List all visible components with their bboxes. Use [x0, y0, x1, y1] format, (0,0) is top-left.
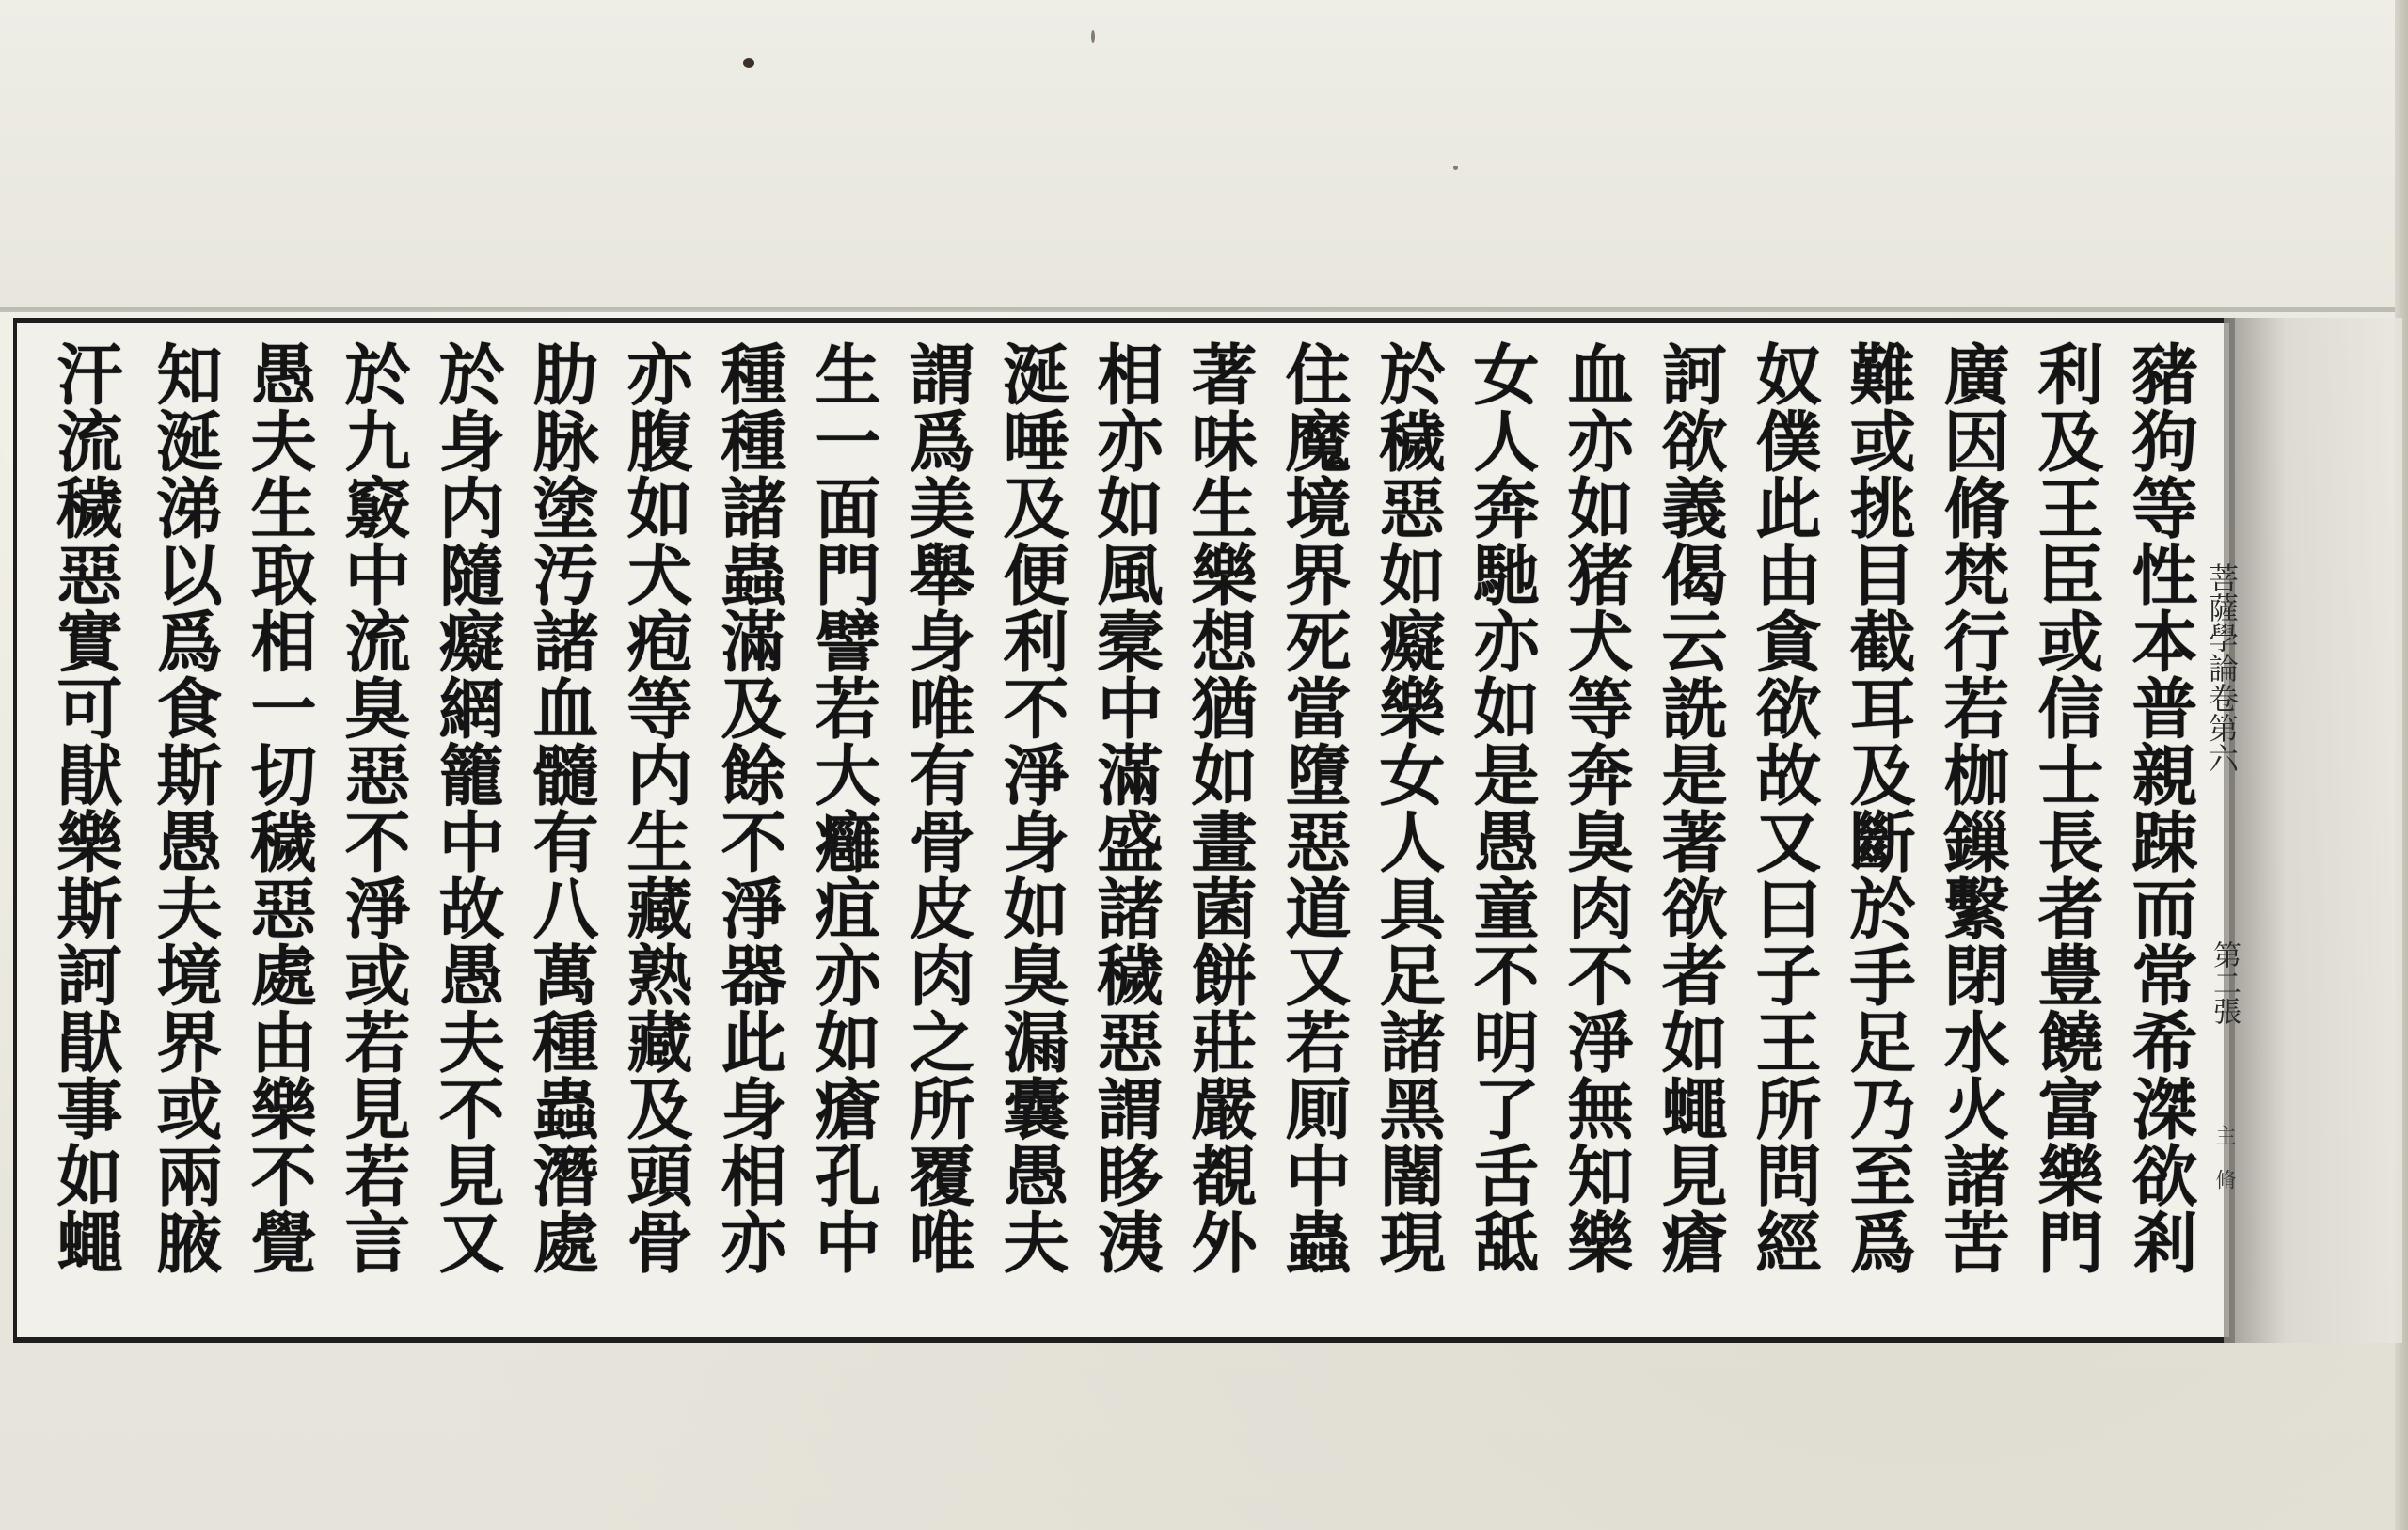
text-column: 住魔境界死當墮惡道又若厠中蟲: [1275, 340, 1353, 1275]
ink-speck: [1453, 166, 1458, 170]
upper-blank-paper: [0, 0, 2408, 310]
text-column: 於九竅中流臭惡不淨或若見若言: [334, 340, 412, 1275]
text-column: 肋脉塗汚諸血髓有八萬種蟲潛處: [522, 340, 600, 1275]
text-column: 種種諸蟲滿及餘不淨器此身相亦: [710, 340, 788, 1275]
paper-fold-line: [0, 307, 2408, 312]
block-edge-ink-bleed: [2224, 318, 2402, 1343]
text-column: 訶欲義偈云詵是著欲者如蠅見瘡: [1651, 340, 1729, 1275]
text-column: 愚夫生取相一切穢惡處由樂不覺: [240, 340, 318, 1275]
text-column: 於穢惡如癡樂女人具足諸黑闇現: [1369, 340, 1447, 1275]
text-column: 利及王臣或信士長者豊饒富樂門: [2027, 340, 2105, 1275]
text-column: 奴僕此由貪欲故又曰子王所問經: [1745, 340, 1823, 1275]
text-column: 於身内隨癡網籠中故愚夫不見又: [428, 340, 506, 1275]
text-column: 相亦如風槖中滿盛諸穢惡謂眵洟: [1086, 340, 1164, 1275]
text-column: 謂爲美舉身唯有骨皮肉之所覆唯: [898, 340, 976, 1275]
text-column: 難或挑目截耳及斷於手足乃至爲: [1839, 340, 1917, 1275]
text-column: 女人奔馳亦如是愚童不明了舌䑛: [1463, 340, 1541, 1275]
text-column: 亦腹如犬疱等内生藏熟藏及頭骨: [616, 340, 694, 1275]
text-column: 知涎涕以爲食斯愚夫境界或兩腋: [146, 340, 224, 1275]
ink-speck: [1091, 30, 1095, 43]
ink-speck: [743, 58, 754, 68]
text-column: 廣因脩梵行若枷鏁繫閉水火諸苦: [1933, 340, 2011, 1275]
margin-book-title: 菩薩學論卷第六: [2204, 562, 2240, 773]
margin-page-number: 第二張: [2208, 940, 2241, 1025]
margin-carver-mark: 主 脩: [2212, 1125, 2236, 1190]
text-column: 汗流穢惡實可猒樂斯訶猒事如蠅: [46, 340, 124, 1275]
text-column: 豬狗等性本普親踈而常希滐欲剎: [2121, 340, 2199, 1275]
text-column: 著味生樂想猶如畫菌餅莊嚴覩外: [1180, 340, 1259, 1275]
text-column: 血亦如猪犬等奔臭肉不淨無知樂: [1557, 340, 1635, 1275]
text-column: 涎唾及便利不淨身如臭漏囊愚夫: [992, 340, 1070, 1275]
text-column: 生一面門譬若大癰疽亦如瘡孔中: [804, 340, 882, 1275]
